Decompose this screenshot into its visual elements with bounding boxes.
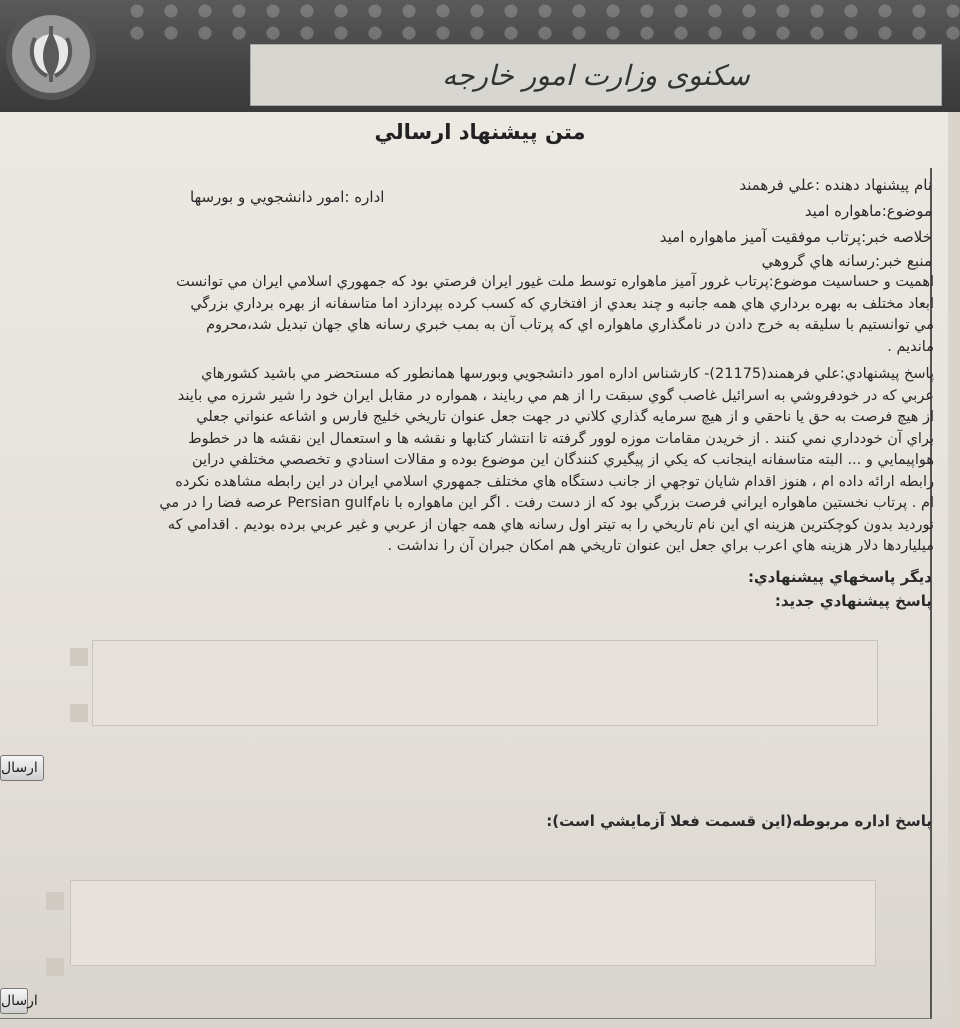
importance-line: مي توانستيم با سليقه به خرج دادن در نامگذاري ماهواره اي كه پرتاب آن به بمب خبري رسانه هاي جهان تبديل شد،محروم: [206, 317, 934, 333]
textarea-resize-handle[interactable]: [70, 704, 88, 722]
importance-line: ابعاد مختلف به بهره برداري هاي همه جانبه و چند بعدي از افتخاري كه كسب كرده بپردازد اما متاسفانه از بهره برداري بزرگي: [190, 295, 934, 312]
answer-line: رابطه ارائه داده ام ، هنوز اقدام شايان توجهي از جانب دستگاه هاي مختلف جمهوري اسلامي ايران در اين رابطه مشاهده نكرده: [175, 473, 934, 490]
summary-field: خلاصه خبر:پرتاب موفقيت آميز ماهواره اميد: [659, 228, 932, 246]
other-answers-label: ديگر پاسخهاي پيشنهادي:: [747, 568, 932, 586]
proposer-field: نام پيشنهاد دهنده :علي فرهمند: [739, 176, 932, 194]
answer-line: ميلياردها دلار هزينه هاي اعرب براي جعل اين عنوان تاريخي هم امكان جبران آن را نداشت .: [387, 538, 934, 554]
importance-line: مانديم .: [887, 338, 934, 355]
importance-paragraph: [0, 272, 934, 358]
national-emblem-icon: [6, 8, 96, 100]
answer-line: از هيچ فرصت به حق يا ناحقي و از هيچ سرمايه گذاري كلاني در جهت جعل عنوان تاريخي خليج فارس و اشاعه عنواني جعلي: [196, 409, 934, 425]
textarea-resize-handle[interactable]: [46, 892, 64, 910]
new-answer-label: پاسخ پيشنهادي جديد:: [774, 592, 932, 610]
send-button[interactable]: ارسال: [0, 755, 44, 781]
importance-line: اهميت و حساسيت موضوع:پرتاب غرور آميز ماهواره توسط ملت غيور ايران فرصتي بود كه جمهوري اسلامي ايران مي توانست: [176, 274, 934, 290]
department-answer-textarea[interactable]: [70, 880, 876, 966]
department-field: اداره :امور دانشجويي و بورسها: [190, 188, 385, 206]
answer-line: پاسخ پيشنهادي:علي فرهمند(21175)- كارشناس اداره امور دانشجويي وبورسها همانطور كه مستحضر مي باشيد كشورهاي: [201, 366, 934, 382]
ministry-title: سکنوی وزارت امور خارجه: [442, 58, 750, 92]
answer-line: براي آن خودداري نمي كنند . از خريدن مقامات موزه لوور گرفته تا انتشار كتابها و نقشه ها و استعمال اين نقشه ها در خطوط: [188, 430, 934, 447]
answer-line: نورديد بدون كوچكترين هزينه اي اين نام تاريخي را به تيتر اول رسانه هاي همه جهان از عربي و غير عربي برده بوديم . اقدامي كه: [167, 516, 934, 533]
textarea-resize-handle[interactable]: [70, 648, 88, 666]
subject-field: موضوع:ماهواره اميد: [804, 202, 932, 220]
send-button[interactable]: ارسال: [0, 988, 28, 1014]
answer-line: ام . پرتاب نخستين ماهواره ايراني فرصت بزرگي بود كه از دست رفت . اگر اين ماهواره با نامPersian gulf عرصه فضا را در مي: [159, 495, 934, 511]
page-title: متن پيشنهاد ارسالي: [374, 120, 586, 144]
department-answer-label: پاسخ اداره مربوطه(اين قسمت فعلا آزمايشي است):: [546, 812, 932, 830]
proposed-answer-paragraph: [0, 364, 934, 558]
answer-line: هواپيمايي و ... البته متاسفانه اينجانب كه يكي از پيگيري كنندگان اين موضوع بوده و مقالات اسنادي و تخصصي مختلفي دراين: [192, 452, 934, 468]
page-header: [0, 0, 960, 112]
new-answer-textarea[interactable]: [92, 640, 878, 726]
answer-line: عربي كه در خودفروشي به اسرائيل غاصب گوي سبقت را از هم مي ربايند ، همواره در مقابل ايران خود را شير شرزه مي بايند: [177, 387, 934, 404]
source-field: منبع خبر:رسانه هاي گروهي: [761, 252, 932, 270]
header-pattern: [120, 0, 960, 40]
textarea-resize-handle[interactable]: [46, 958, 64, 976]
ministry-banner: [250, 44, 942, 106]
